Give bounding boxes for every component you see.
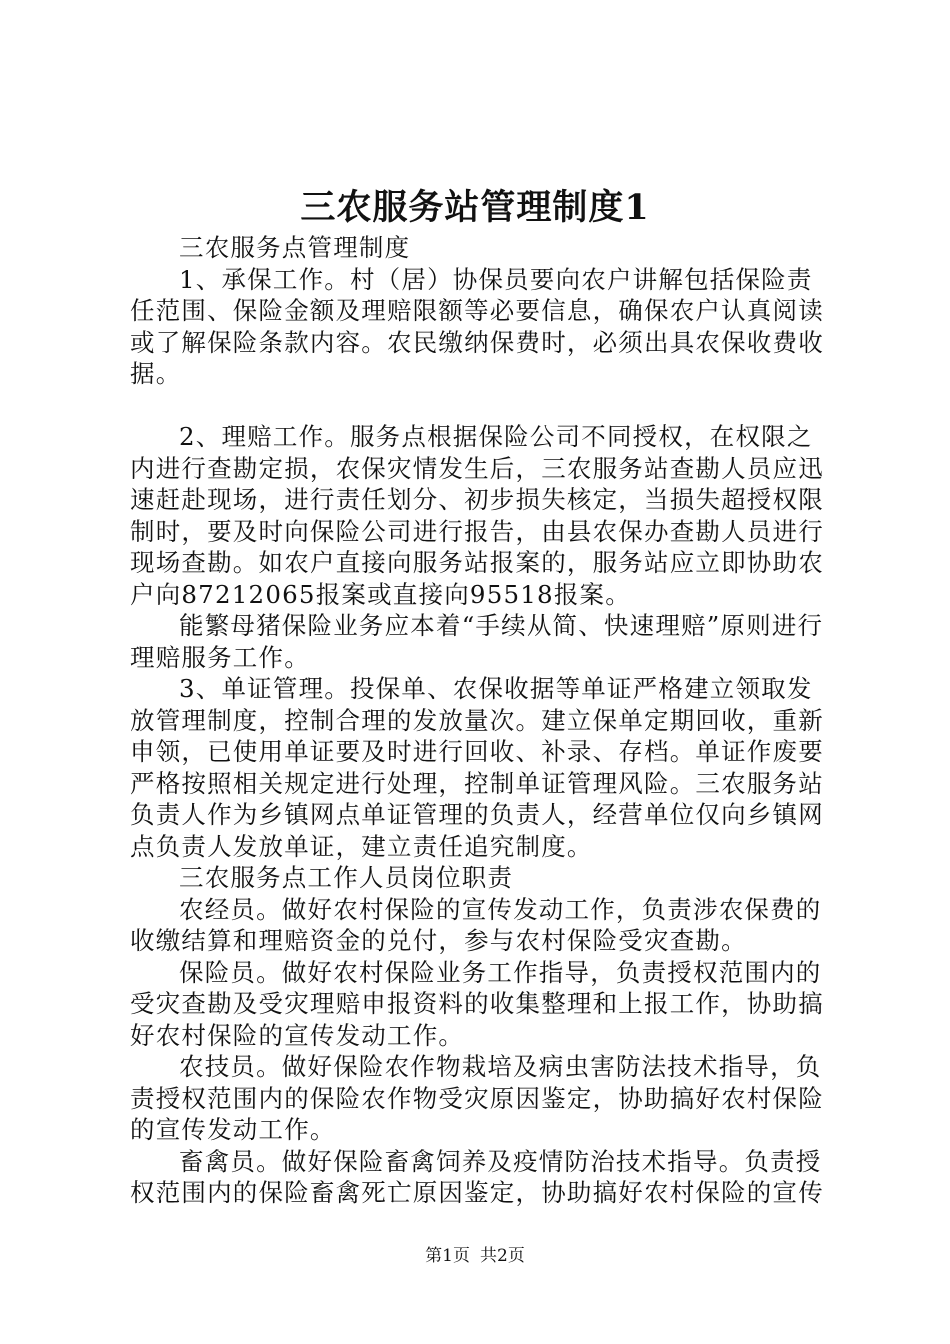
paragraph-agri-economist: 农经员。做好农村保险的宣传发动工作，负责涉农保费的收缴结算和理赔资金的兑付，参与农村保险受灾查勘。 bbox=[130, 894, 822, 955]
document-body bbox=[130, 232, 835, 1209]
paragraph-livestock-officer: 畜禽员。做好保险畜禽饲养及疫情防治技术指导。负责授权范围内的保险畜禽死亡原因鉴定，协助搞好农村保险的宣传 bbox=[130, 1146, 824, 1207]
section-heading-staff-duties: 三农服务点工作人员岗位职责 bbox=[179, 863, 514, 892]
section-heading-service-point-rules: 三农服务点管理制度 bbox=[179, 233, 411, 262]
paragraph-insurance-officer: 保险员。做好农村保险业务工作指导，负责授权范围内的受灾查勘及受灾理赔申报资料的收集整理和上报工作，协助搞好农村保险的宣传发动工作。 bbox=[130, 957, 824, 1050]
paragraph-sow-insurance: 能繁母猪保险业务应本着“手续从简、快速理赔”原则进行理赔服务工作。 bbox=[130, 611, 824, 672]
paragraph-underwriting: 1、承保工作。村（居）协保员要向农户讲解包括保险责任范围、保险金额及理赔限额等必要信息，确保农户认真阅读或了解保险条款内容。农民缴纳保费时，必须出具农保收费收据。 bbox=[130, 264, 824, 388]
paragraph-document-management: 3、单证管理。投保单、农保收据等单证严格建立领取发放管理制度，控制合理的发放量次。建立保单定期回收，重新申领，已使用单证要及时进行回收、补录、存档。单证作废要严格按照相关规定进行处理，控制单证管理风险。三农服务站负责人作为乡镇网点单证管理的负责人，经营单位仅向乡镇网点负责人发放单证，建立责任追究制度。 bbox=[130, 674, 824, 861]
document-title: 三农服务站管理制度1 bbox=[300, 187, 650, 228]
paragraph-agri-technician: 农技员。做好保险农作物栽培及病虫害防法技术指导，负责授权范围内的保险农作物受灾原因鉴定，协助搞好农村保险的宣传发动工作。 bbox=[130, 1052, 824, 1144]
page-number-total: 共2页 bbox=[480, 1246, 525, 1266]
page-number-current: 第1页 bbox=[425, 1246, 470, 1266]
page-footer bbox=[0, 1244, 950, 1268]
paragraph-claims: 2、理赔工作。服务点根据保险公司不同授权，在权限之内进行查勘定损，农保灾情发生后，三农服务站查勘人员应迅速赶赴现场，进行责任划分、初步损失核定，当损失超授权限制时，要及时向保险公司进行报告，由县农保办查勘人员进行现场查勘。如农户直接向服务站报案的，服务站应立即协助农户向87212065报案或直接向95518报案。 bbox=[130, 422, 824, 609]
